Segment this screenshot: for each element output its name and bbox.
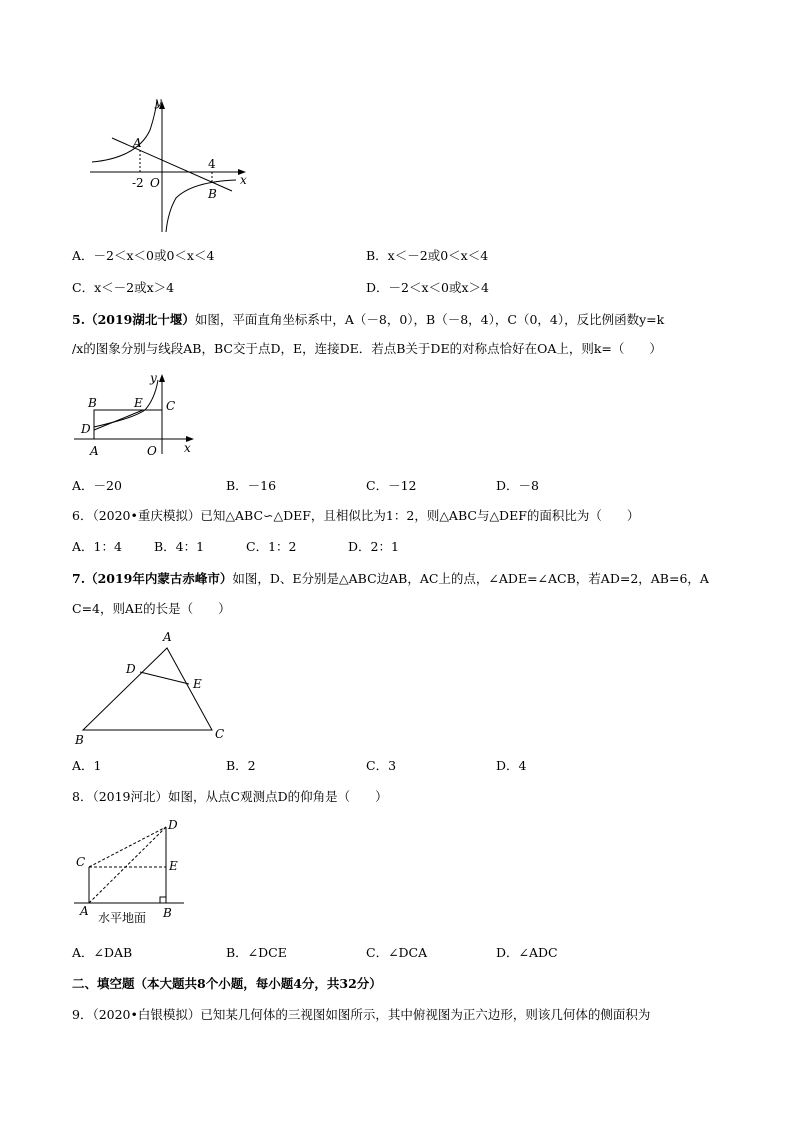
- q8-label-C: C: [76, 855, 86, 869]
- q9-text: 9．（2020•白银模拟）已知某几何体的三视图如图所示，其中俯视图为正六边形，则该几何体的侧面积为: [72, 1007, 651, 1022]
- q7-text-line2: C=4，则AE的长是（ ）: [72, 601, 231, 616]
- q8-option-c[interactable]: C．∠DCA: [366, 945, 428, 960]
- q4-option-d[interactable]: D．－2＜x＜0或x＞4: [366, 280, 489, 295]
- q8-right-angle-mark: [160, 897, 166, 903]
- q6-option-d[interactable]: D．2：1: [348, 539, 399, 554]
- q8-label-E: E: [169, 859, 178, 873]
- q8-option-b[interactable]: B．∠DCE: [226, 945, 287, 960]
- q7-label-C: C: [215, 727, 225, 741]
- q8-label-B: B: [163, 906, 172, 920]
- q5-option-c[interactable]: C．－12: [366, 478, 417, 493]
- q5-label-C: C: [166, 399, 176, 413]
- q4-option-a[interactable]: A．－2＜x＜0或0＜x＜4: [72, 248, 215, 263]
- q5-label-D: D: [81, 422, 91, 436]
- q7-label-A: A: [163, 630, 172, 644]
- q4-label-B: B: [208, 187, 217, 201]
- q5-label-O: O: [147, 444, 157, 458]
- q8-text: 8．（2019河北）如图，从点C观测点D的仰角是（ ）: [72, 789, 388, 804]
- q6-option-a[interactable]: A．1：4: [72, 539, 122, 554]
- q5-option-d[interactable]: D．－8: [496, 478, 539, 493]
- q7-option-c[interactable]: C．3: [366, 758, 397, 773]
- q7-label-E: E: [193, 677, 202, 691]
- q8-dash-AD: [89, 827, 166, 903]
- q7-option-b[interactable]: B．2: [226, 758, 256, 773]
- q4-option-b[interactable]: B．x＜－2或0＜x＜4: [366, 248, 489, 263]
- q8-option-d[interactable]: D．∠ADC: [496, 945, 558, 960]
- q8-label-D: D: [168, 818, 178, 832]
- q4-label-x: x: [240, 173, 247, 187]
- q6-option-b[interactable]: B．4：1: [154, 539, 205, 554]
- q5-label-A: A: [90, 444, 99, 458]
- q7-label-B: B: [75, 733, 84, 747]
- q7-option-d[interactable]: D．4: [496, 758, 527, 773]
- q6-option-c[interactable]: C．1：2: [246, 539, 297, 554]
- q7-source: （2019年内蒙古赤峰市）: [85, 571, 233, 586]
- q5-option-b[interactable]: B．－16: [226, 478, 277, 493]
- q8-option-a[interactable]: A．∠DAB: [72, 945, 133, 960]
- q5-option-a[interactable]: A．－20: [72, 478, 122, 493]
- q5-label-E: E: [134, 396, 143, 410]
- q7-option-a[interactable]: A．1: [72, 758, 102, 773]
- q4-option-c[interactable]: C．x＜－2或x＞4: [72, 280, 175, 295]
- q5-label-y: y: [150, 371, 157, 385]
- q4-label-neg2: -2: [132, 176, 144, 190]
- q7-number: 7.: [72, 571, 86, 586]
- q8-label-A: A: [80, 904, 89, 918]
- q6-text: 6．（2020•重庆模拟）已知△ABC∽△DEF，且相似比为1：2，则△ABC与△DEF的面积比为（ ）: [72, 508, 640, 523]
- q5-number: 5.: [72, 312, 86, 327]
- q7-line1: 如图，D、E分别是△ABC边AB，AC上的点，∠ADE=∠ACB，若AD=2，AB=6，A: [232, 571, 709, 586]
- q4-label-A: A: [133, 136, 142, 150]
- q5-source: （2019湖北十堰）: [85, 312, 195, 327]
- q4-label-y: y: [155, 95, 162, 109]
- q8-label-ground: 水平地面: [98, 911, 147, 925]
- q5-label-x: x: [184, 441, 191, 455]
- q5-line1: 如图，平面直角坐标系中，A（－8，0），B（－8，4），C（0，4），反比例函数y=k: [194, 312, 665, 327]
- q7-label-D: D: [126, 662, 136, 676]
- q8-dash-CD: [89, 827, 166, 867]
- section2-heading: 二、填空题（本大题共8个小题，每小题4分，共32分）: [72, 976, 382, 991]
- q4-label-4: 4: [208, 157, 216, 171]
- q5-text-line2: /x的图象分别与线段AB，BC交于点D，E，连接DE．若点B关于DE的对称点恰好在OA上，则k=（ ）: [72, 341, 662, 356]
- q4-label-O: O: [150, 176, 160, 190]
- q5-label-B: B: [88, 396, 97, 410]
